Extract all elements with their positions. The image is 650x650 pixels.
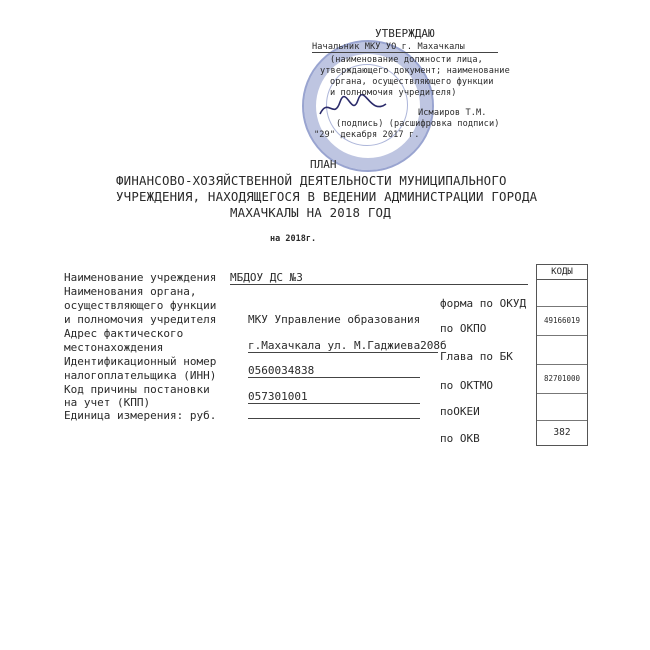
inn-value: 0560034838 [248, 364, 420, 378]
codes-table [536, 264, 588, 446]
okud-label: форма по ОКУД [440, 297, 527, 310]
approval-position: Начальник МКУ УО г. Махачкалы [312, 42, 498, 53]
addr-label-1: Адрес фактического [64, 327, 184, 340]
unit-label: Единица измерения: руб. [64, 409, 217, 422]
inn-label-2: налогоплательщика (ИНН) [64, 369, 217, 382]
approval-signer: Исмаиров Т.М. [418, 108, 487, 118]
inst-value: МБДОУ ДС №3 [230, 271, 528, 285]
approval-note-3: органа, осуществляющего функции [330, 77, 494, 87]
approval-title: УТВЕРЖДАЮ [375, 27, 435, 40]
plan-title-line-3: МАХАЧКАЛЫ НА 2018 ГОД [230, 205, 391, 220]
codes-header: КОДЫ [537, 265, 587, 280]
code-cell-oktmo: 82701000 [537, 365, 587, 394]
approval-note-1: (наименование должности лица, [330, 55, 483, 65]
code-cell-okv: 382 [553, 427, 571, 438]
addr-value: г.Махачкала ул. М.Гаджиева208б [248, 339, 447, 352]
inn-label-1: Идентификационный номер [64, 355, 217, 368]
plan-title-line-2: УЧРЕЖДЕНИЯ, НАХОДЯЩЕГОСЯ В ВЕДЕНИИ АДМИНИСТРАЦИИ ГОРОДА [116, 189, 538, 204]
unit-underline [248, 417, 420, 419]
plan-word: ПЛАН [310, 158, 337, 171]
okpo-label: по ОКПО [440, 322, 487, 335]
approval-note-4: и полномочия учредителя) [330, 88, 457, 98]
inst-label: Наименование учреждения [64, 271, 217, 284]
oktmo-label: по ОКТМО [440, 379, 493, 392]
approval-date: "29" декабря 2017 г. [314, 130, 420, 140]
kpp-value: 057301001 [248, 390, 420, 404]
addr-label-2: местонахождения [64, 341, 164, 354]
plan-title-line-1: ФИНАНСОВО-ХОЗЯЙСТВЕННОЙ ДЕЯТЕЛЬНОСТИ МУНИЦИПАЛЬНОГО [116, 173, 507, 188]
code-cell-okei [537, 394, 587, 421]
kpp-label-2: на учет (КПП) [64, 396, 151, 409]
code-cell-bk [537, 336, 587, 365]
okv-label: по ОКВ [440, 432, 480, 445]
kpp-label-1: Код причины постановки [64, 383, 210, 396]
organ-label-3: и полномочия учредителя [64, 313, 217, 326]
organ-label-2: осуществляющего функции [64, 299, 217, 312]
bk-label: Глава по БК [440, 350, 513, 363]
code-cell-okud [537, 280, 587, 307]
approval-signature-note: (подпись) (расшифровка подписи) [336, 119, 500, 129]
okei-label: поОКЕИ [440, 405, 480, 418]
organ-value: МКУ Управление образования [248, 313, 421, 326]
plan-year-line: на 2018г. [270, 234, 317, 244]
organ-label-1: Наименования органа, [64, 285, 197, 298]
approval-note-2: утверждающего документ; наименование [320, 66, 510, 76]
code-cell-okpo: 49166019 [537, 307, 587, 336]
